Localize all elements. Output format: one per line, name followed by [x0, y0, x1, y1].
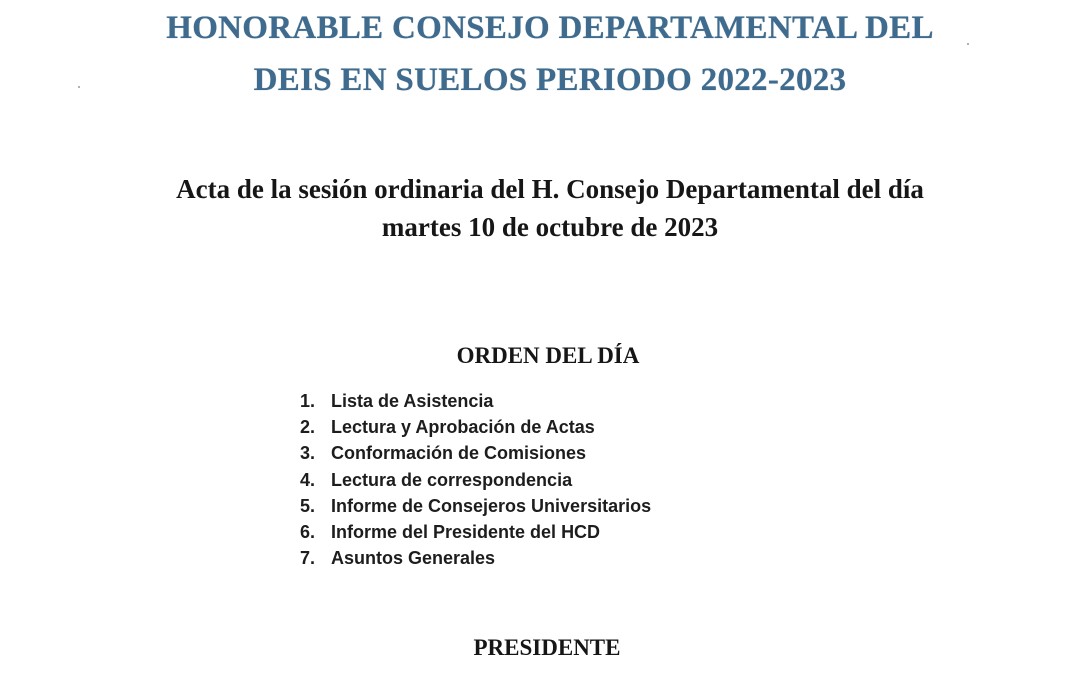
agenda-item-number: 1. [300, 391, 316, 411]
session-heading-line-2: martes 10 de octubre de 2023 [381, 212, 719, 242]
agenda-item [300, 440, 651, 466]
agenda-item-text: Informe de Consejeros Universitarios [331, 495, 652, 516]
agenda-item [300, 493, 651, 519]
scan-speck [78, 86, 80, 88]
agenda-item-text: Lectura y Aprobación de Actas [331, 417, 595, 438]
agenda-item-number: 4. [300, 469, 316, 490]
agenda-item-text: Lista de Asistencia [331, 391, 494, 411]
session-heading-line-1: Acta de la sesión ordinaria del H. Consejo Departamental del día [176, 174, 924, 204]
agenda-item [300, 519, 651, 545]
agenda-item [300, 545, 651, 571]
agenda-item-number: 2. [300, 417, 316, 438]
council-title-line-2: DEIS EN SUELOS PERIODO 2022-2023 [253, 62, 847, 98]
agenda-item-number: 6. [300, 522, 316, 543]
agenda-item-number: 5. [300, 495, 316, 516]
agenda-item [300, 414, 651, 440]
council-title-line-1: HONORABLE CONSEJO DEPARTAMENTAL DEL [166, 10, 934, 46]
agenda-list [300, 388, 651, 571]
scan-speck [967, 43, 969, 45]
council-title [0, 2, 1080, 106]
agenda-item-text: Lectura de correspondencia [331, 469, 573, 490]
agenda-item-text: Informe del Presidente del HCD [331, 522, 601, 543]
agenda-title: ORDEN DEL DÍA [456, 343, 640, 368]
agenda-item [300, 388, 651, 414]
president-heading: PRESIDENTE [473, 635, 621, 660]
agenda-item-number: 3. [300, 443, 316, 464]
agenda-item-text: Asuntos Generales [331, 548, 496, 569]
agenda-item [300, 467, 651, 493]
agenda-item-number: 7. [300, 548, 316, 569]
agenda-item-text: Conformación de Comisiones [331, 443, 587, 464]
session-heading [0, 170, 1080, 246]
